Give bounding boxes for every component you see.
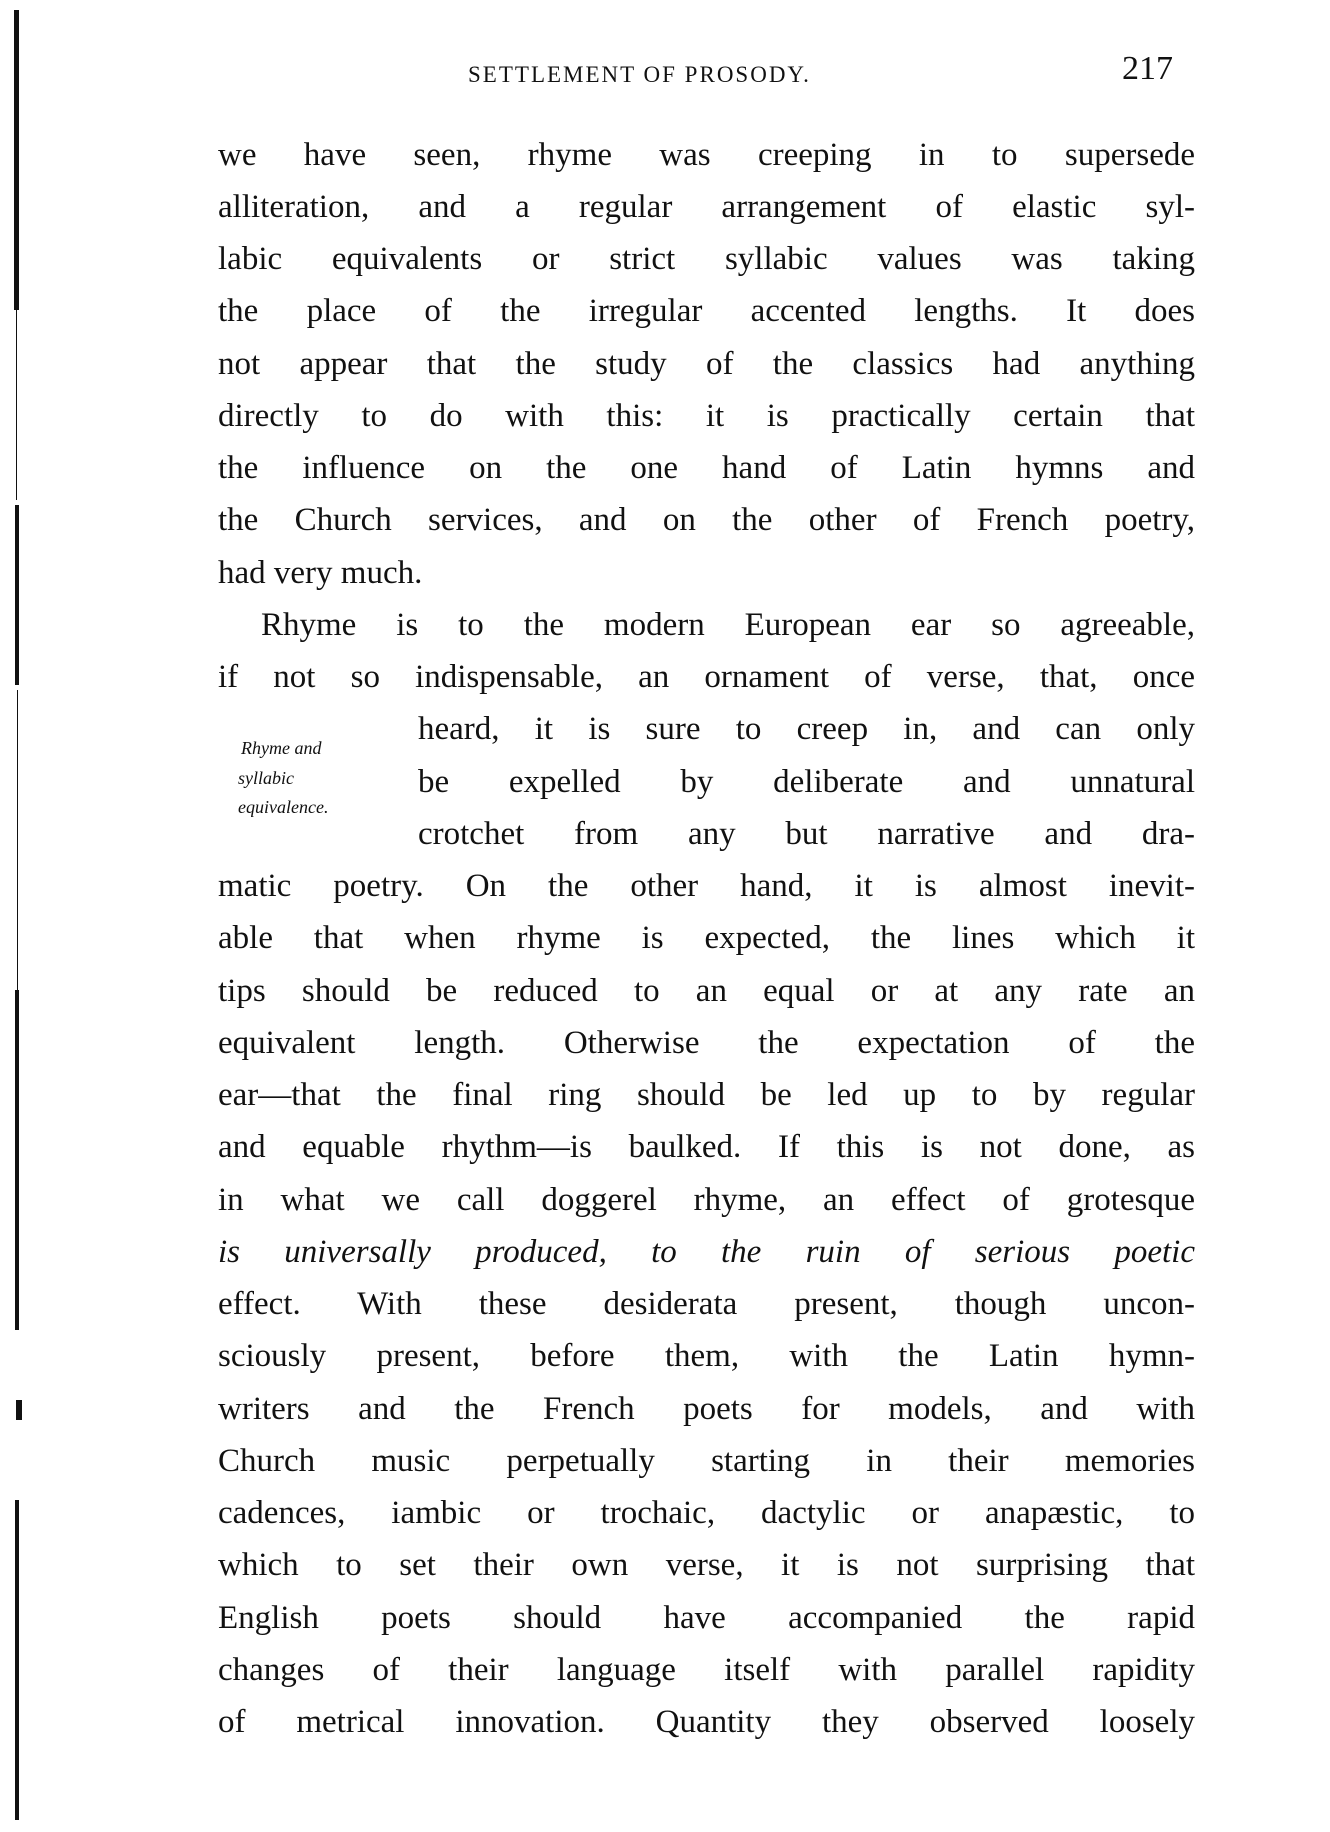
- text-line: effect. With these desiderata present, though uncon-: [218, 1286, 1195, 1322]
- text-line: alliteration, and a regular arrangement of elastic syl-: [218, 189, 1195, 225]
- text-line: labic equivalents or strict syllabic values was taking: [218, 241, 1195, 277]
- running-title: SETTLEMENT OF PROSODY.: [468, 62, 811, 87]
- text-line: changes of their language itself with parallel rapidity: [218, 1652, 1195, 1688]
- text-line: had very much.: [218, 555, 423, 591]
- text-line: Rhyme is to the modern European ear so agreeable,: [261, 607, 1195, 643]
- text-line: sciously present, before them, with the Latin hymn-: [218, 1338, 1195, 1374]
- text-line-italic: is universally produced, to the ruin of serious poetic: [218, 1234, 1195, 1270]
- text-line: English poets should have accompanied the rapid: [218, 1600, 1195, 1636]
- text-line: in what we call doggerel rhyme, an effect of grotesque: [218, 1182, 1195, 1218]
- text-line: the influence on the one hand of Latin hymns and: [218, 450, 1195, 486]
- text-line: ear—that the final ring should be led up to by regular: [218, 1077, 1195, 1113]
- text-line: we have seen, rhyme was creeping in to supersede: [218, 137, 1195, 173]
- text-line: crotchet from any but narrative and dra-: [418, 816, 1195, 852]
- text-line: able that when rhyme is expected, the lines which it: [218, 920, 1195, 956]
- margin-note-line: syllabic: [238, 768, 294, 788]
- margin-note-line: equivalence.: [238, 797, 329, 817]
- text-line: which to set their own verse, it is not surprising that: [218, 1547, 1195, 1583]
- text-line: tips should be reduced to an equal or at any rate an: [218, 973, 1195, 1009]
- text-line: be expelled by deliberate and unnatural: [418, 764, 1195, 800]
- text-line: the Church services, and on the other of French poetry,: [218, 502, 1195, 538]
- text-line: equivalent length. Otherwise the expectation of the: [218, 1025, 1195, 1061]
- text-line: cadences, iambic or trochaic, dactylic or anapæstic, to: [218, 1495, 1195, 1531]
- text-line: of metrical innovation. Quantity they observed loosely: [218, 1704, 1195, 1740]
- text-line: matic poetry. On the other hand, it is almost inevit-: [218, 868, 1195, 904]
- text-line: Church music perpetually starting in their memories: [218, 1443, 1195, 1479]
- text-line: the place of the irregular accented lengths. It does: [218, 293, 1195, 329]
- page-number: 217: [1122, 50, 1173, 87]
- text-line: not appear that the study of the classics had anything: [218, 346, 1195, 382]
- margin-note-line: Rhyme and: [241, 738, 322, 758]
- text-line: if not so indispensable, an ornament of verse, that, once: [218, 659, 1195, 695]
- text-line: directly to do with this: it is practically certain that: [218, 398, 1195, 434]
- text-line: writers and the French poets for models, and with: [218, 1391, 1195, 1427]
- text-line: and equable rhythm—is baulked. If this is not done, as: [218, 1129, 1195, 1165]
- text-line: heard, it is sure to creep in, and can only: [418, 711, 1195, 747]
